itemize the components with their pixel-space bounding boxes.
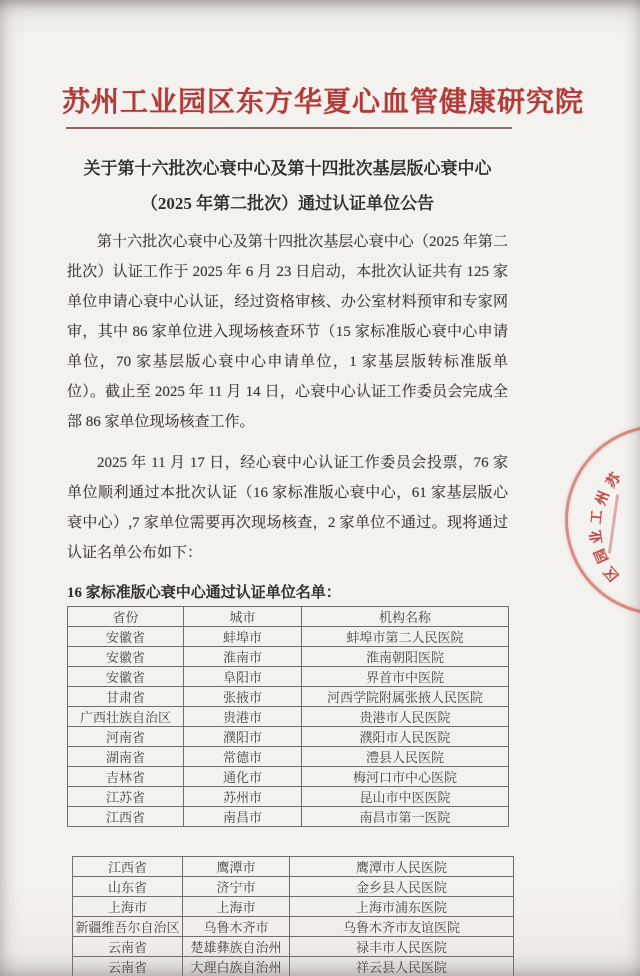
- table-cell: 河西学院附属张掖人民医院: [302, 687, 509, 707]
- table-cell: 济宁市: [183, 877, 290, 897]
- table-cell: 禄丰市人民医院: [290, 937, 514, 957]
- document-title-line2: （2025 年第二批次）通过认证单位公告: [140, 194, 435, 213]
- table-row: [68, 627, 509, 647]
- table-cell: 澧县人民医院: [302, 747, 509, 767]
- table-cell: 苏州市: [184, 787, 302, 807]
- table-cell: 南昌市第一医院: [302, 807, 509, 827]
- table-cell: 广西壮族自治区: [68, 707, 184, 727]
- table-cell: 南昌市: [184, 807, 302, 827]
- column-header-city: 城市: [184, 607, 302, 627]
- table-header-row: [68, 607, 509, 627]
- document-title-line1: 关于第十六批次心衰中心及第十四批次基层版心衰中心: [83, 159, 492, 178]
- table-cell: 濮阳市: [184, 727, 302, 747]
- table-row: [68, 727, 509, 747]
- column-header-institution: 机构名称: [302, 607, 509, 627]
- certified-list-heading: 16 家标准版心衰中心通过认证单位名单：: [67, 585, 341, 601]
- document-title: [67, 151, 508, 221]
- table-cell: 安徽省: [68, 667, 184, 687]
- table-cell: 上海市: [183, 897, 290, 917]
- table-row: [68, 647, 509, 667]
- table-cell: 乌鲁木齐市友谊医院: [290, 917, 514, 937]
- table-row: [73, 917, 514, 937]
- table-cell: 安徽省: [68, 647, 184, 667]
- table-cell: 江西省: [73, 857, 183, 877]
- table-cell: 河南省: [68, 727, 184, 747]
- official-red-seal-icon: [565, 425, 640, 615]
- seal-arc-character: 州: [593, 489, 613, 508]
- body-paragraph-1: 第十六批次心衰中心及第十四批次基层心衰中心（2025 年第二批次）认证工作于 2025 年 6 月 23 日启动，本批次认证共有 125 家单位申请心衰中心认证，经过资格审核、办公室材料预审和专家网审，其中 86 家单位进入现场核查环节（15 家标准版心衰中心申请单位，70 家基层版心衰中心申请单位，1 家基层版转标准版单位）。截止至 2025 年 11 月 14 日，心衰中心认证工作委员会完成全部 86 家单位现场核查工作。: [67, 234, 508, 430]
- certified-units-table-page2: [72, 856, 514, 976]
- table-cell: 江苏省: [68, 787, 184, 807]
- table-cell: 乌鲁木齐市: [183, 917, 290, 937]
- table-cell: 淮南市: [184, 647, 302, 667]
- table-cell: 通化市: [184, 767, 302, 787]
- table-cell: 祥云县人民医院: [290, 957, 514, 976]
- table-cell: 界首市中医院: [302, 667, 509, 687]
- table-cell: 蚌埠市: [184, 627, 302, 647]
- table-row: [73, 957, 514, 976]
- table-cell: 上海市浦东医院: [290, 897, 514, 917]
- seal-arc-character: 园: [592, 545, 613, 565]
- table-cell: 楚雄彝族自治州: [183, 937, 290, 957]
- table-cell: 吉林省: [68, 767, 184, 787]
- table-row: [73, 877, 514, 897]
- seal-arc-character: 工: [589, 509, 606, 525]
- table-cell: 安徽省: [68, 627, 184, 647]
- table-row: [73, 897, 514, 917]
- table-row: [68, 807, 509, 827]
- table-cell: 新疆维吾尔自治区: [73, 917, 183, 937]
- seal-arc-character: 苏: [603, 470, 625, 492]
- table-cell: 大理白族自治州: [183, 957, 290, 976]
- table-cell: 云南省: [73, 937, 183, 957]
- table-row: [73, 937, 514, 957]
- table-row: [68, 707, 509, 727]
- table-cell: 贵港市: [184, 707, 302, 727]
- table-cell: 上海市: [73, 897, 183, 917]
- table-cell: 阜阳市: [184, 667, 302, 687]
- column-header-province: 省份: [68, 607, 184, 627]
- table-cell: 贵港市人民医院: [302, 707, 509, 727]
- table-cell: 甘肃省: [68, 687, 184, 707]
- table-cell: 常德市: [184, 747, 302, 767]
- table-cell: 山东省: [73, 877, 183, 897]
- table-cell: 梅河口市中心医院: [302, 767, 509, 787]
- table-row: [68, 687, 509, 707]
- table-cell: 淮南朝阳医院: [302, 647, 509, 667]
- table-cell: 鹰潭市人民医院: [290, 857, 514, 877]
- table-row: [68, 767, 509, 787]
- seal-arc-character: 区: [601, 562, 623, 584]
- table-cell: 金乡县人民医院: [290, 877, 514, 897]
- organization-title: 苏州工业园区东方华夏心血管健康研究院: [62, 87, 585, 118]
- table-cell: 蚌埠市第二人民医院: [302, 627, 509, 647]
- table-row: [73, 857, 514, 877]
- table-row: [68, 747, 509, 767]
- table-cell: 鹰潭市: [183, 857, 290, 877]
- seal-arc-character: 业: [589, 528, 606, 545]
- body-paragraph-2: 2025 年 11 月 17 日，经心衰中心认证工作委员会投票，76 家单位顺利通过本批次认证（16 家标准版心衰中心，61 家基层版心衰中心）,7 家单位需要再次现场核查，2 家单位不通过。现将通过认证名单公布如下：: [67, 455, 508, 561]
- table-cell: 江西省: [68, 807, 184, 827]
- table-cell: 昆山市中医医院: [302, 787, 509, 807]
- table-row: [68, 787, 509, 807]
- table-cell: 张掖市: [184, 687, 302, 707]
- header-rule: [66, 127, 512, 129]
- table-cell: 云南省: [73, 957, 183, 976]
- table-cell: 湖南省: [68, 747, 184, 767]
- table-row: [68, 667, 509, 687]
- certified-units-table-page1: [67, 606, 509, 827]
- table-cell: 濮阳市人民医院: [302, 727, 509, 747]
